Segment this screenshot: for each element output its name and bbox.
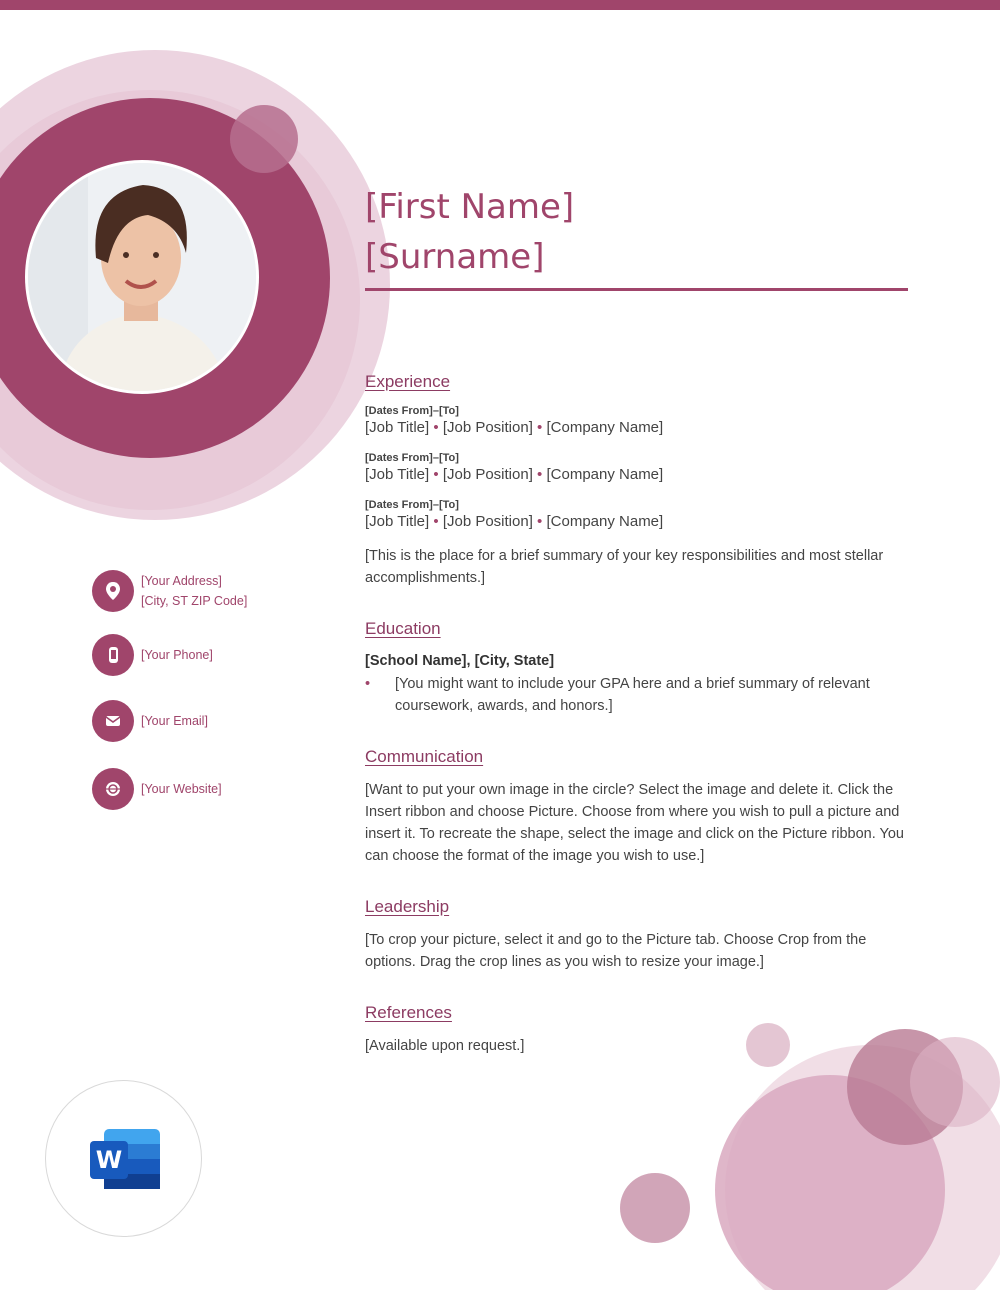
separator-dot: •: [537, 466, 543, 483]
experience-dates[interactable]: [Dates From]–[To]: [365, 499, 459, 511]
school-name[interactable]: [School Name], [City, State]: [365, 653, 555, 669]
bullet-dot: •: [365, 676, 371, 692]
separator-dot: •: [433, 466, 439, 483]
address-line2[interactable]: [City, ST ZIP Code]: [141, 594, 248, 608]
website-text[interactable]: [Your Website]: [141, 782, 222, 796]
separator-dot: •: [433, 513, 439, 530]
communication-heading[interactable]: Communication: [365, 747, 484, 766]
resume-content: [365, 372, 910, 1057]
company-name[interactable]: [Company Name]: [546, 419, 664, 436]
education-bullet-text[interactable]: [You might want to include your GPA here and a brief summary of relevant coursework, awards, and honors.]: [395, 676, 870, 714]
experience-heading[interactable]: Experience: [365, 372, 451, 391]
leadership-text[interactable]: [To crop your picture, select it and go to the Picture tab. Choose Crop from the options. Drag the crop lines as you wish to resize your image.]: [365, 932, 867, 970]
surname[interactable]: [Surname]: [365, 237, 545, 277]
location-pin-icon: [92, 570, 134, 612]
experience-job-line: [365, 465, 910, 485]
separator-dot: •: [537, 419, 543, 436]
experience-section: [365, 372, 910, 589]
job-position[interactable]: [Job Position]: [442, 466, 533, 483]
experience-item: [365, 451, 910, 485]
references-section: [365, 1003, 910, 1057]
leadership-heading[interactable]: Leadership: [365, 897, 450, 916]
experience-job-line: [365, 512, 910, 532]
job-title[interactable]: [Job Title]: [365, 466, 430, 483]
separator-dot: •: [433, 419, 439, 436]
phone-text[interactable]: [Your Phone]: [141, 648, 213, 662]
phone-icon: [92, 634, 134, 676]
experience-job-line: [365, 418, 910, 438]
word-letter: W: [95, 1146, 123, 1174]
email-text[interactable]: [Your Email]: [141, 714, 208, 728]
job-position[interactable]: [Job Position]: [442, 513, 533, 530]
company-name[interactable]: [Company Name]: [546, 513, 664, 530]
email-icon: [92, 700, 134, 742]
bubble-small: [620, 1173, 690, 1243]
communication-text[interactable]: [Want to put your own image in the circle? Select the image and delete it. Click the Insert ribbon and choose Picture. Choose from where you wish to pull a picture and insert it. To recreate the shape, select the image and click on the Picture ribbon. You can choose the format of the image you wish to use.]: [365, 782, 904, 864]
profile-photo[interactable]: [28, 163, 256, 391]
job-position[interactable]: [Job Position]: [442, 419, 533, 436]
job-title[interactable]: [Job Title]: [365, 419, 430, 436]
name-block: [365, 182, 574, 282]
references-text[interactable]: [Available upon request.]: [365, 1038, 525, 1054]
company-name[interactable]: [Company Name]: [546, 466, 664, 483]
accent-dot-circle: [230, 105, 298, 173]
name-divider: [365, 288, 908, 291]
education-heading[interactable]: Education: [365, 619, 441, 638]
first-name[interactable]: [First Name]: [365, 187, 575, 227]
references-heading[interactable]: References: [365, 1003, 452, 1022]
experience-dates[interactable]: [Dates From]–[To]: [365, 452, 459, 464]
website-icon: [92, 768, 134, 810]
education-section: [365, 619, 910, 717]
bubble-medium-pale: [910, 1037, 1000, 1127]
microsoft-word-icon: [45, 1080, 202, 1237]
education-bullet: [365, 673, 910, 717]
experience-dates[interactable]: [Dates From]–[To]: [365, 405, 459, 417]
job-title[interactable]: [Job Title]: [365, 513, 430, 530]
experience-summary[interactable]: [This is the place for a brief summary of your key responsibilities and most stellar accomplishments.]: [365, 548, 884, 586]
experience-item: [365, 404, 910, 438]
address-line1[interactable]: [Your Address]: [141, 574, 222, 588]
communication-section: [365, 747, 910, 867]
separator-dot: •: [537, 513, 543, 530]
leadership-section: [365, 897, 910, 973]
experience-item: [365, 498, 910, 532]
